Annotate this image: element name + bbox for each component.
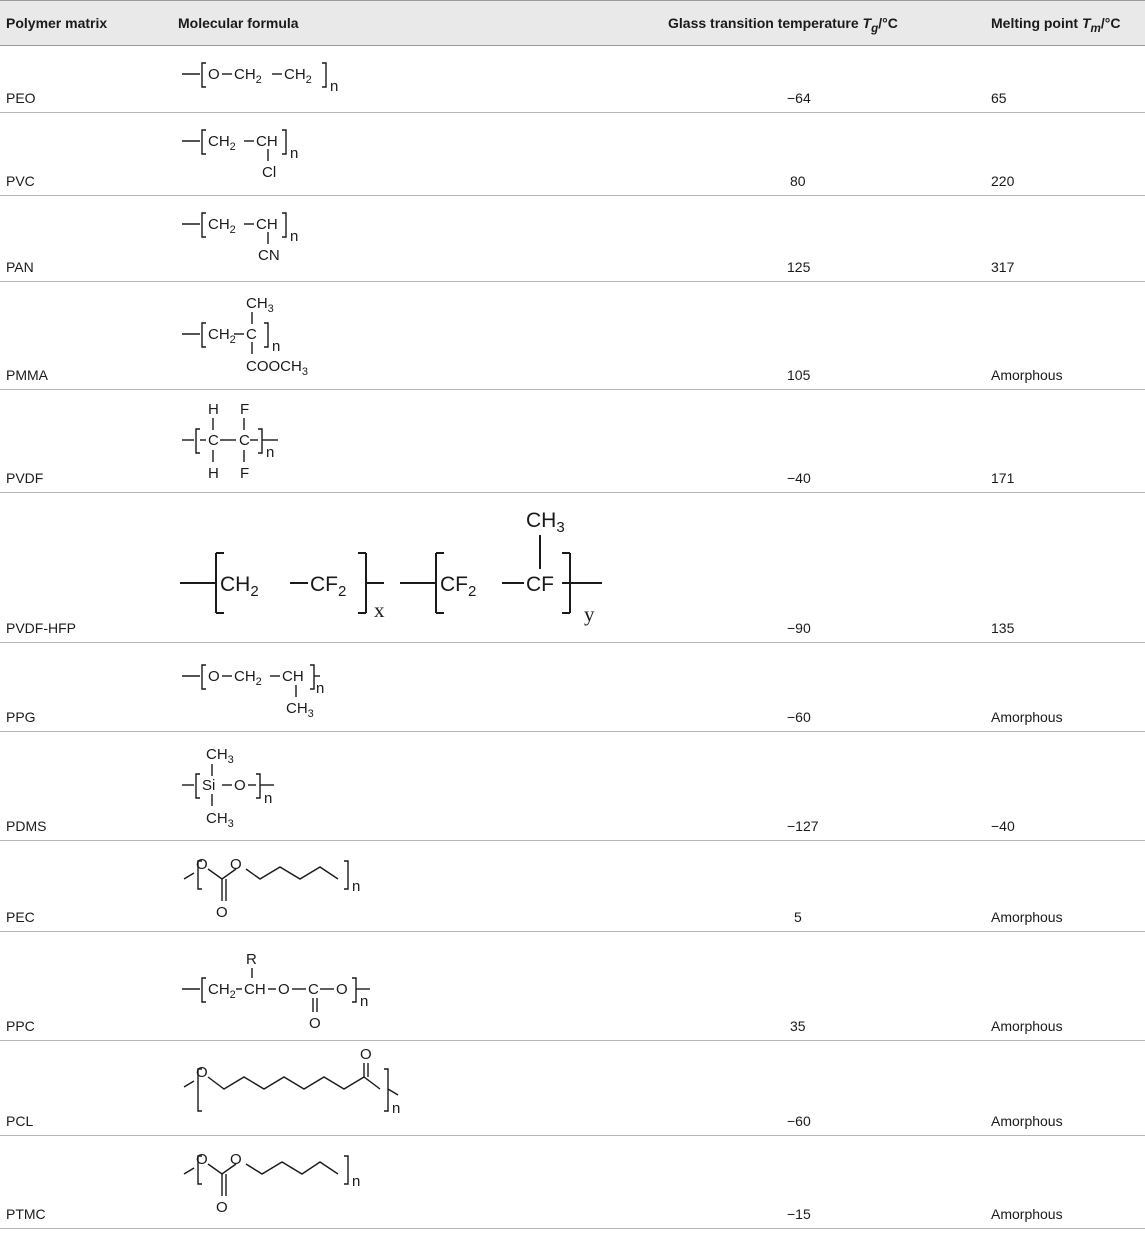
svg-text:n: n — [360, 993, 369, 1010]
formula-ppc — [170, 932, 430, 1041]
cell-name: PCL — [6, 1113, 34, 1129]
cell-tm: 65 — [991, 90, 1007, 106]
cell-tm: Amorphous — [991, 1113, 1063, 1129]
svg-text:F: F — [240, 465, 250, 482]
svg-text:CH3: $CH_3$ — [526, 509, 565, 536]
formula-pan — [170, 196, 410, 282]
svg-text:F: F — [240, 401, 250, 418]
cell-tg: −64 — [787, 90, 811, 106]
svg-text:O: O — [309, 1015, 321, 1032]
cell-tg: 35 — [790, 1018, 806, 1034]
tm-prefix: Melting point — [991, 15, 1082, 31]
cell-tg: −15 — [787, 1206, 811, 1222]
svg-text:CH2: $CH_2$ — [284, 66, 312, 86]
cell-tg: −60 — [787, 1113, 811, 1129]
table-row-pvdf-hfp — [0, 493, 1145, 643]
svg-text:n: n — [352, 878, 361, 895]
formula-pdms — [170, 732, 410, 841]
svg-text:O: O — [230, 856, 242, 873]
cell-name: PDMS — [6, 818, 47, 834]
formula-pvc — [170, 113, 410, 196]
svg-text:n: n — [330, 78, 339, 95]
cell-tm: Amorphous — [991, 1206, 1063, 1222]
formula-pcl — [170, 1041, 430, 1136]
cell-tg: −60 — [787, 709, 811, 725]
cell-name: PTMC — [6, 1206, 46, 1222]
tm-subscript: m — [1090, 21, 1101, 35]
cell-name: PAN — [6, 259, 34, 275]
svg-text:O: O — [216, 1199, 228, 1216]
table-header — [0, 0, 1145, 46]
svg-text:H: H — [208, 401, 219, 418]
svg-text:CH2: $CH_2$ — [220, 573, 259, 600]
svg-text:O: O — [216, 904, 228, 921]
header-polymer-matrix: Polymer matrix — [6, 15, 108, 31]
svg-text:y: y — [584, 602, 595, 626]
svg-text:n: n — [352, 1173, 361, 1190]
cell-tg: 80 — [790, 173, 806, 189]
cell-tm: 135 — [991, 620, 1015, 636]
cell-tm: Amorphous — [991, 909, 1063, 925]
cell-tm: Amorphous — [991, 709, 1063, 725]
formula-peo — [170, 46, 410, 113]
cell-name: PEC — [6, 909, 35, 925]
table-row-ppg — [0, 643, 1145, 732]
table-row-peo — [0, 46, 1145, 113]
table-row-pvc — [0, 113, 1145, 196]
svg-text:n: n — [316, 680, 325, 697]
svg-text:COOCH3: $COOCH_3$ — [246, 358, 308, 378]
svg-text:R: R — [246, 951, 257, 968]
svg-text:O: O — [196, 856, 208, 873]
table-row-pec — [0, 841, 1145, 932]
cell-tg: −40 — [787, 470, 811, 486]
cell-name: PPG — [6, 709, 36, 725]
formula-pvdf-hfp — [180, 493, 640, 643]
cell-tm: 220 — [991, 173, 1015, 189]
svg-text:CH: CH — [256, 133, 278, 150]
tm-symbol: T — [1081, 15, 1091, 31]
cell-tg: −127 — [787, 818, 819, 834]
svg-text:Cl: Cl — [262, 164, 277, 181]
svg-text:O: O — [360, 1046, 372, 1063]
svg-text:C: C — [308, 981, 319, 998]
cell-name: PVDF — [6, 470, 44, 486]
svg-text:CF: CF — [526, 573, 554, 596]
svg-text:CF2: $CF_2$ — [440, 573, 477, 600]
svg-text:CN: CN — [258, 247, 280, 264]
cell-tm: Amorphous — [991, 367, 1063, 383]
cell-name: PVC — [6, 173, 35, 189]
formula-ptmc — [170, 1136, 410, 1229]
tg-unit: /°C — [878, 15, 898, 31]
svg-text:C: C — [208, 432, 219, 449]
cell-tg: −90 — [787, 620, 811, 636]
svg-text:O: O — [336, 981, 348, 998]
table-row-pan — [0, 196, 1145, 282]
tg-subscript: g — [871, 21, 879, 35]
svg-text:CH2: $CH_2$ — [208, 133, 236, 153]
svg-text:O: O — [234, 777, 246, 794]
svg-text:O: O — [196, 1064, 208, 1081]
svg-text:CH2: $CH_2$ — [208, 326, 236, 346]
svg-text:n: n — [264, 790, 273, 807]
svg-text:CH2: $CH_2$ — [234, 668, 262, 688]
formula-pmma — [170, 282, 410, 390]
table-row-pmma — [0, 282, 1145, 390]
svg-text:CH2: $CH_2$ — [208, 216, 236, 236]
svg-text:O: O — [196, 1151, 208, 1168]
svg-text:C: C — [246, 326, 257, 343]
svg-text:CH3: $CH_3$ — [206, 746, 234, 766]
svg-text:O: O — [230, 1151, 242, 1168]
svg-text:CH: CH — [282, 668, 304, 685]
table-row-pvdf — [0, 390, 1145, 493]
svg-text:n: n — [290, 145, 299, 162]
svg-text:CH2: $CH_2$ — [234, 66, 262, 86]
table-row-ptmc — [0, 1136, 1145, 1229]
tg-symbol: T — [862, 15, 872, 31]
svg-text:n: n — [272, 338, 281, 355]
svg-text:O: O — [278, 981, 290, 998]
svg-text:n: n — [266, 444, 275, 461]
cell-tg: 5 — [794, 909, 802, 925]
table-row-ppc — [0, 932, 1145, 1041]
formula-pec — [170, 841, 410, 932]
cell-tm: 171 — [991, 470, 1015, 486]
svg-text:CH2: $CH_2$ — [208, 981, 236, 1001]
cell-tm: −40 — [991, 818, 1015, 834]
formula-pvdf — [170, 390, 410, 493]
svg-text:O: O — [208, 66, 220, 83]
cell-tm: Amorphous — [991, 1018, 1063, 1034]
tm-unit: /°C — [1100, 15, 1121, 31]
cell-name: PEO — [6, 90, 36, 106]
table-row-pdms — [0, 732, 1145, 841]
header-melting-point — [991, 15, 1121, 35]
svg-text:n: n — [290, 228, 299, 245]
svg-text:CH3: $CH_3$ — [246, 295, 274, 315]
svg-text:O: O — [208, 668, 220, 685]
cell-tm: 317 — [991, 259, 1015, 275]
cell-name: PMMA — [6, 367, 48, 383]
svg-text:CH: CH — [256, 216, 278, 233]
svg-text:n: n — [392, 1100, 401, 1117]
formula-ppg — [170, 643, 410, 732]
svg-text:C: C — [239, 432, 250, 449]
cell-tg: 105 — [787, 367, 811, 383]
header-glass-transition — [668, 15, 898, 35]
svg-text:CH3: $CH_3$ — [206, 810, 234, 830]
tg-prefix: Glass transition temperature — [668, 15, 863, 31]
table-row-pcl — [0, 1041, 1145, 1136]
svg-text:x: x — [374, 598, 385, 622]
svg-text:CH: CH — [244, 981, 266, 998]
svg-text:H: H — [208, 465, 219, 482]
cell-name: PVDF-HFP — [6, 620, 76, 636]
cell-tg: 125 — [787, 259, 811, 275]
header-molecular-formula: Molecular formula — [178, 15, 299, 31]
svg-text:CH3: $CH_3$ — [286, 700, 314, 720]
svg-text:CF2: $CF_2$ — [310, 573, 347, 600]
cell-name: PPC — [6, 1018, 35, 1034]
svg-text:Si: Si — [202, 777, 216, 794]
